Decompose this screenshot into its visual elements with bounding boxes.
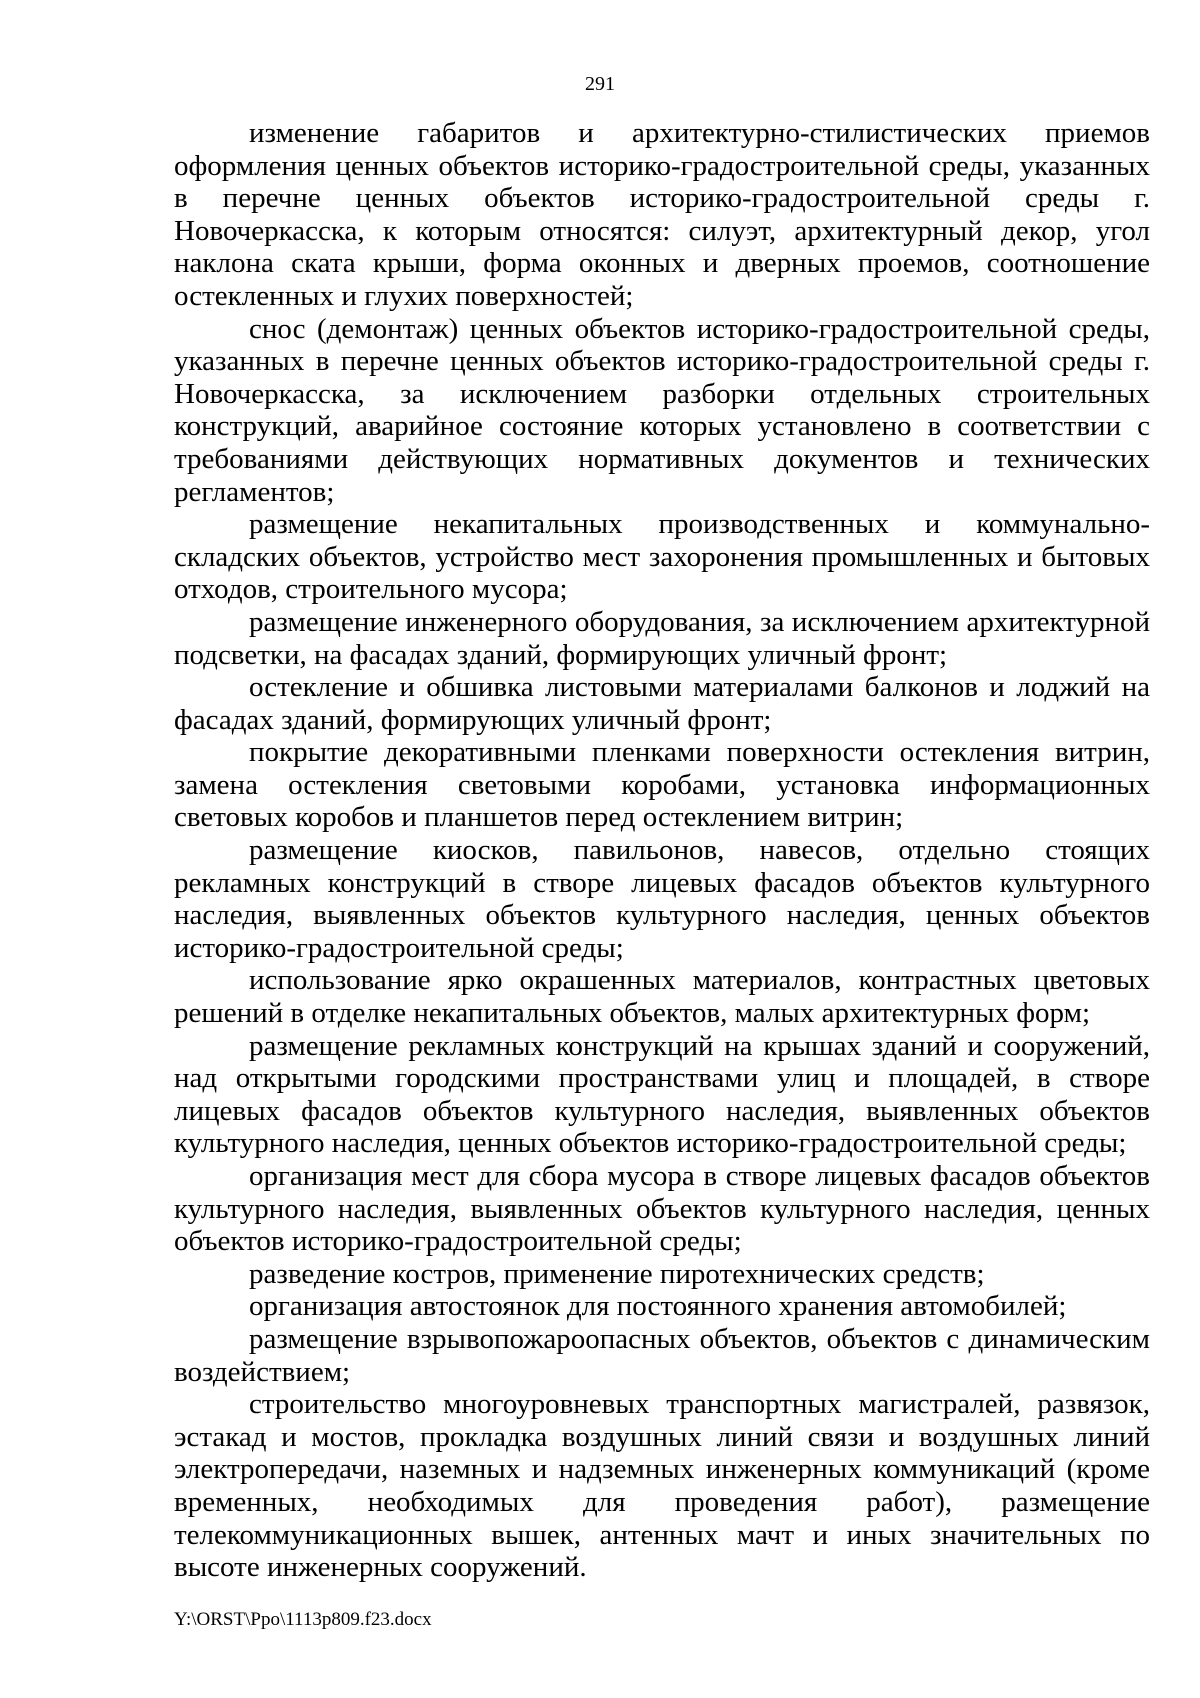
paragraph: строительство многоуровневых транспортных магистралей, развязок, эстакад и мостов, прокладка воздушных линий связи и воздушных линий электропередачи, наземных и надземных инженерных коммуникаций (кроме временных, необходимых для проведения работ), размещение телекоммуникационных вышек, антенных мачт и иных значительных по высоте инженерных сооружений. — [174, 1388, 1150, 1584]
page-number: 291 — [585, 73, 615, 95]
paragraph: размещение рекламных конструкций на крышах зданий и сооружений, над открытыми городскими пространствами улиц и площадей, в створе лицевых фасадов объектов культурного наследия, выявленных объектов культурного наследия, ценных объектов историко-градостроительной среды; — [174, 1029, 1150, 1160]
paragraph: размещение инженерного оборудования, за исключением архитектурной подсветки, на фасадах зданий, формирующих уличный фронт; — [174, 605, 1150, 671]
paragraph: организация автостоянок для постоянного хранения автомобилей; — [249, 1290, 1067, 1323]
paragraph: разведение костров, применение пиротехнических средств; — [249, 1257, 985, 1290]
body-text — [174, 117, 1150, 1584]
paragraph: организация мест для сбора мусора в створе лицевых фасадов объектов культурного наследия, выявленных объектов культурного наследия, ценных объектов историко-градостроительной среды; — [174, 1160, 1150, 1258]
paragraph: остекление и обшивка листовыми материалами балконов и лоджий на фасадах зданий, формирующих уличный фронт; — [174, 671, 1150, 736]
paragraph: снос (демонтаж) ценных объектов историко-градостроительной среды, указанных в перечне ценных объектов историко-градостроительной среды г. Новочеркасска, за исключением разборки отдельных строительных конструкций, аварийное состояние которых установлено в соответствии с требованиями действующих нормативных документов и технических регламентов; — [174, 312, 1150, 508]
paragraph: размещение киосков, павильонов, навесов, отдельно стоящих рекламных конструкций в створе лицевых фасадов объектов культурного наследия, выявленных объектов культурного наследия, ценных объектов историко-градостроительной среды; — [174, 834, 1150, 964]
paragraph: использование ярко окрашенных материалов, контрастных цветовых решений в отделке некапитальных объектов, малых архитектурных форм; — [174, 964, 1150, 1030]
file-path-footer: Y:\ORST\Ppo\1113p809.f23.docx — [174, 1609, 432, 1630]
paragraph: размещение взрывопожароопасных объектов, объектов с динамическим воздействием; — [174, 1322, 1150, 1388]
paragraph: размещение некапитальных производственных и коммунально-складских объектов, устройство мест захоронения промышленных и бытовых отходов, строительного мусора; — [174, 508, 1150, 606]
paragraph: покрытие декоративными пленками поверхности остекления витрин, замена остекления световыми коробами, установка информационных световых коробов и планшетов перед остеклением витрин; — [174, 736, 1150, 834]
paragraph: изменение габаритов и архитектурно-стилистических приемов оформления ценных объектов историко-градостроительной среды, указанных в перечне ценных объектов историко-градостроительной среды г. Новочеркасска, к которым относятся: силуэт, архитектурный декор, угол наклона ската крыши, форма оконных и дверных проемов, соотношение остекленных и глухих поверхностей; — [174, 117, 1150, 312]
